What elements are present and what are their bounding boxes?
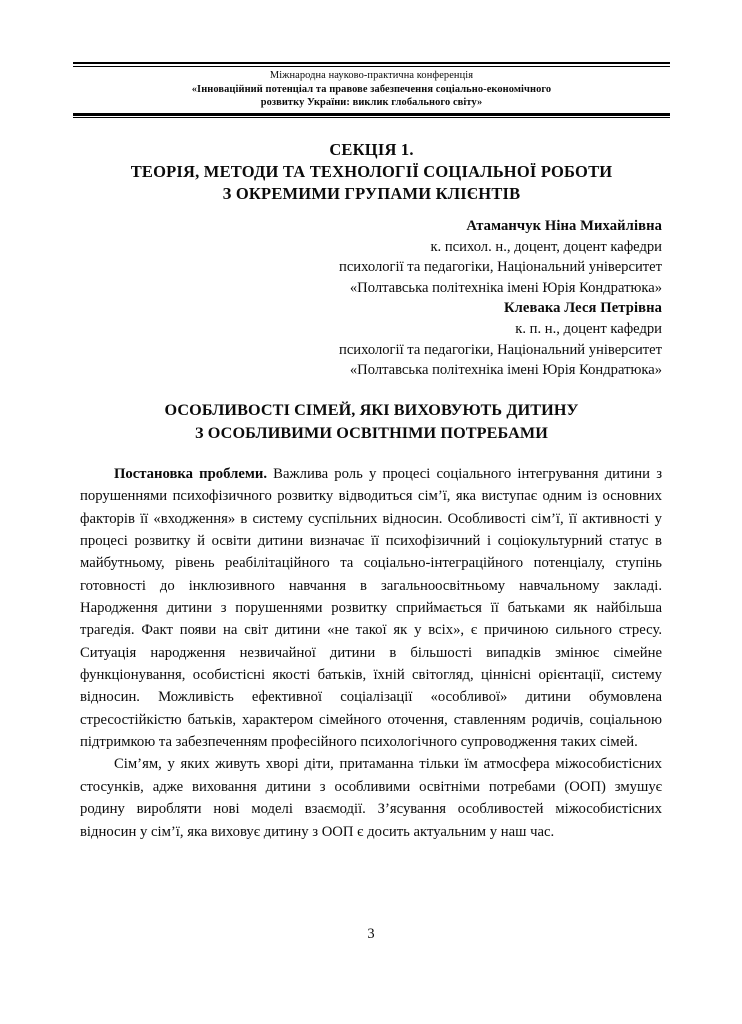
header-rule-bottom [73,113,670,118]
authors-block [80,216,662,381]
author-degree: к. психол. н., доцент, доцент кафедри [430,238,662,255]
article-body [80,463,662,843]
section-heading [73,139,670,205]
body-paragraph-2: Сім’ям, у яких живуть хворі діти, притаманна тільки їм атмосфера міжособистісних стосунків, адже виховання дитини з особливими освітніми потребами (ООП) змушує родину виробляти нові моделі взаємодії. З’ясування особливостей міжособистісних відносин у сім’ї, яка виховує дитину з ООП є досить актуальним у наш час. [80,756,662,840]
author-entry [80,298,662,380]
author-department: психології та педагогіки, Національний університет [339,341,662,358]
section-title-line-2: З ОКРЕМИМИ ГРУПАМИ КЛІЄНТІВ [222,184,521,203]
header-conference-line: Міжнародна науково-практична конференція [269,70,474,81]
author-department: психології та педагогіки, Національний університет [339,259,662,276]
article-title [73,399,670,445]
article-title-line-1: ОСОБЛИВОСТІ СІМЕЙ, ЯКІ ВИХОВУЮТЬ ДИТИНУ [164,401,579,419]
header-title-line-2: розвитку України: виклик глобального світу» [260,97,483,109]
running-header [73,62,670,118]
article-title-line-2: З ОСОБЛИВИМИ ОСВІТНІМИ ПОТРЕБАМИ [194,424,548,442]
page-number: 3 [367,926,375,942]
body-paragraph-1 [80,463,662,753]
author-name: Клевака Леся Петрівна [503,300,662,317]
section-title-line-1: ТЕОРІЯ, МЕТОДИ ТА ТЕХНОЛОГІЇ СОЦІАЛЬНОЇ РОБОТИ [130,162,613,181]
header-text-block [73,67,670,111]
author-degree: к. п. н., доцент кафедри [515,320,662,337]
section-number: СЕКЦІЯ 1. [329,140,414,159]
author-institution: «Полтавська політехніка імені Юрія Кондратюка» [349,279,662,296]
author-institution: «Полтавська політехніка імені Юрія Кондратюка» [349,362,662,379]
paragraph-lead-label: Постановка проблеми. [114,466,268,482]
author-entry [80,216,662,298]
author-name: Атаманчук Ніна Михайлівна [466,218,662,234]
header-title-line-1: «Інноваційний потенціал та правове забезпечення соціально-економічного [191,83,552,95]
paragraph-1-text: Важлива роль у процесі соціального інтегрування дитини з порушеннями психофізичного розвитку відводиться сім’ї, яка виступає одним із основних факторів її «входження» в систему суспільних відносин. Особливості сім’ї, її активності у процесі розвитку й освіти дитини визначає її психофізичний і соціокультурний статус в майбутньому, рівень реабілітаційного та соціально-інтеграційного потенціалу, ступінь готовності до інклюзивного навчання в загальноосвітньому навчальному закладі. Народження дитини з порушеннями розвитку сприймається її батьками як найбільша трагедія. Факт появи на світ дитини «не такої як у всіх», є причиною сильного стресу. Ситуація народження незвичайної дитини в більшості випадків змінює сімейне функціонування, особистісні якості батьків, їхній світогляд, ціннісні орієнтації, систему відносин. Можливість ефективної соціалізації «особливої» дитини обумовлена стресостійкістю батьків, характером сімейного оточення, ставленням родичів, соціальною підтримкою та забезпеченням професійного психологічного супроводження таких сімей. [80,466,662,751]
